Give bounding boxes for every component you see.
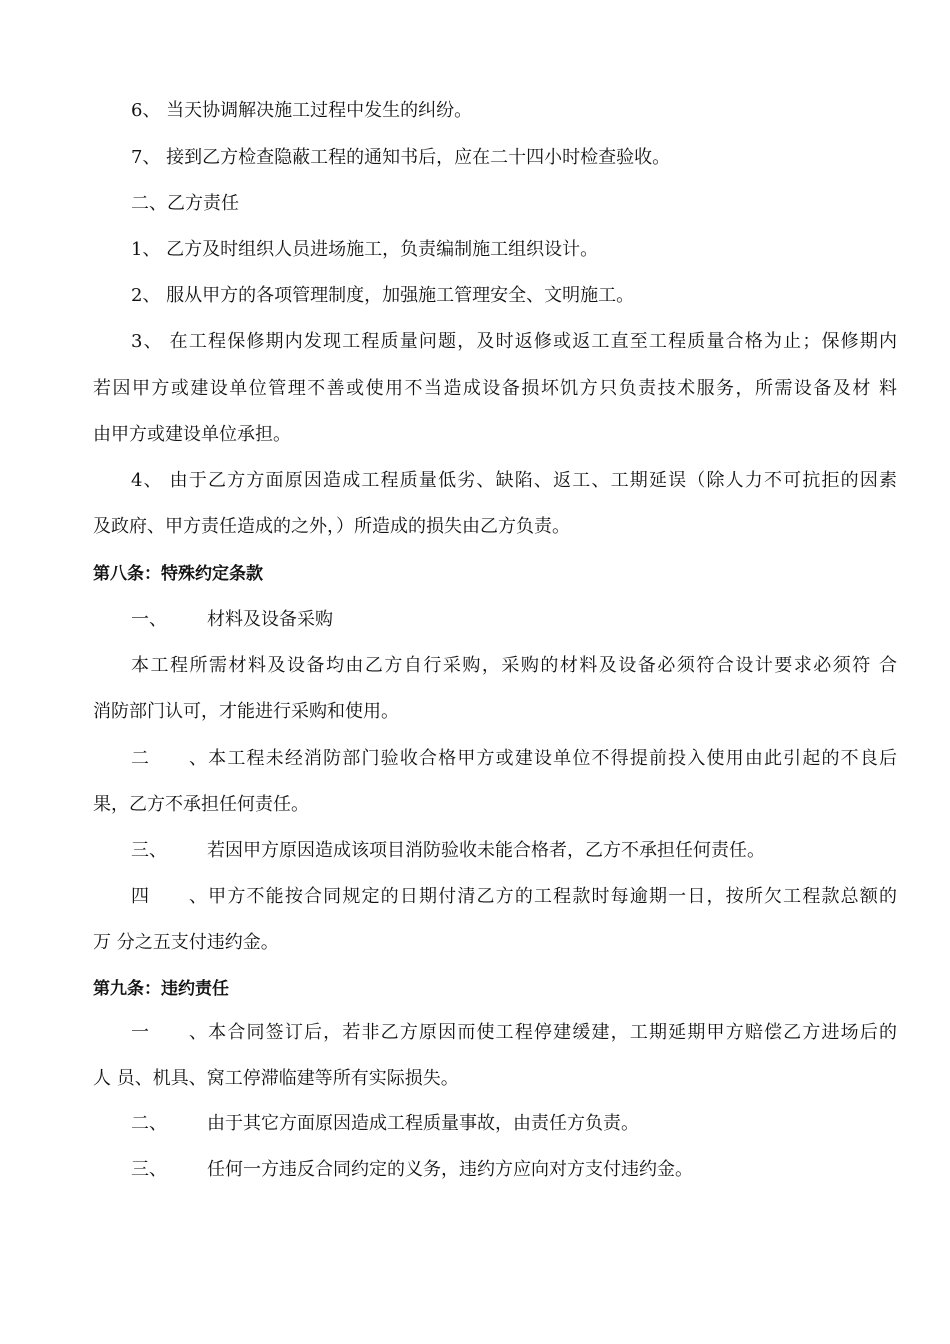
numbered-item <box>131 840 765 862</box>
item-text: 材料及设备采购 <box>207 609 333 630</box>
item-number: 二、 <box>131 1113 167 1134</box>
item-number: 三、 <box>131 1159 167 1180</box>
item-number: 一、 <box>131 1022 207 1043</box>
item-text: 任何一方违反合同约定的义务，违约方应向对方支付违约金。 <box>207 1159 693 1180</box>
item-text: 由于其它方面原因造成工程质量事故，由责任方负责。 <box>207 1113 639 1134</box>
clause-line: 6、 当天协调解决施工过程中发生的纠纷。 <box>131 100 473 121</box>
item-number: 三、 <box>131 840 167 861</box>
clause-line: 消防部门认可，才能进行采购和使用。 <box>93 701 399 722</box>
numbered-item <box>131 748 897 770</box>
clause-line: 本工程所需材料及设备均由乙方自行采购，采购的材料及设备必须符合设计要求必须符 合 <box>131 655 897 676</box>
numbered-item <box>131 886 897 908</box>
clause-line: 若因甲方或建设单位管理不善或使用不当造成设备损坏饥方只负责技术服务，所需设备及材 料 <box>93 378 897 399</box>
item-number: 四、 <box>131 886 207 907</box>
item-text: 本合同签订后，若非乙方原因而使工程停建缓建，工期延期甲方赔偿乙方进场后的 <box>207 1022 897 1043</box>
clause-line: 7、 接到乙方检查隐蔽工程的通知书后，应在二十四小时检查验收。 <box>131 147 671 168</box>
clause-line: 1、 乙方及时组织人员进场施工，负责编制施工组织设计。 <box>131 239 599 260</box>
clause-line: 万 分之五支付违约金。 <box>93 932 279 953</box>
clause-line: 4、 由于乙方方面原因造成工程质量低劣、缺陷、返工、工期延误（除人力不可抗拒的因素 <box>131 470 897 491</box>
numbered-item <box>131 1022 897 1044</box>
item-text: 本工程未经消防部门验收合格甲方或建设单位不得提前投入使用由此引起的不良后 <box>207 748 897 769</box>
section-subheading: 二、乙方责任 <box>131 193 239 214</box>
clause-line: 果，乙方不承担任何责任。 <box>93 794 309 815</box>
article-heading-9: 第九条：违约责任 <box>93 979 229 999</box>
item-text: 甲方不能按合同规定的日期付清乙方的工程款时每逾期一日，按所欠工程款总额的 <box>207 886 897 907</box>
item-number: 二、 <box>131 748 207 769</box>
item-text: 若因甲方原因造成该项目消防验收未能合格者，乙方不承担任何责任。 <box>207 840 765 861</box>
numbered-item <box>131 1159 693 1181</box>
clause-line: 2、 服从甲方的各项管理制度，加强施工管理安全、文明施工。 <box>131 285 635 306</box>
clause-line: 人 员、机具、窝工停滞临建等所有实际损失。 <box>93 1068 459 1089</box>
numbered-item <box>131 1113 639 1135</box>
clause-line: 及政府、甲方责任造成的之外，）所造成的损失由乙方负责。 <box>93 516 570 537</box>
clause-line: 3、 在工程保修期内发现工程质量问题，及时返修或返工直至工程质量合格为止；保修期内 <box>131 331 897 352</box>
numbered-item <box>131 609 333 631</box>
clause-line: 由甲方或建设单位承担。 <box>93 424 291 445</box>
item-number: 一、 <box>131 609 167 630</box>
article-heading-8: 第八条：特殊约定条款 <box>93 564 263 584</box>
